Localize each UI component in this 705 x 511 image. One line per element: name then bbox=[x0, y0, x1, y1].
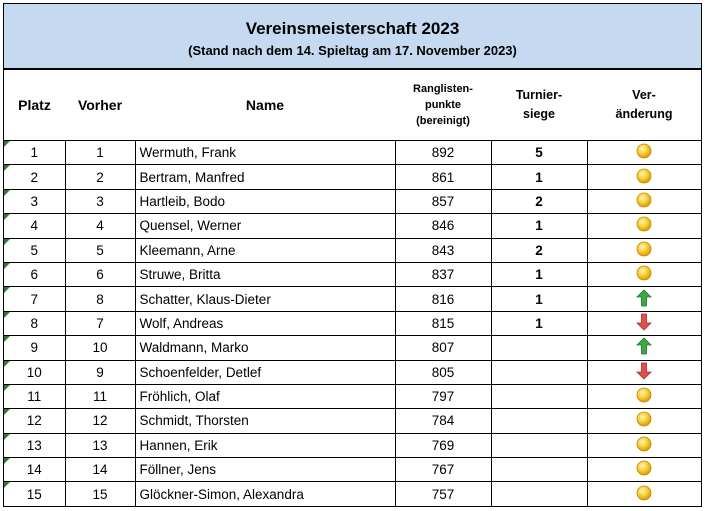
cell-punkte: 815 bbox=[395, 311, 491, 335]
platz-value: 12 bbox=[26, 413, 42, 429]
cell-platz bbox=[4, 336, 65, 360]
platz-value: 9 bbox=[30, 340, 38, 356]
col-change-line2: änderung bbox=[615, 107, 673, 121]
standings-sheet bbox=[3, 3, 702, 507]
indicator-triangle-icon bbox=[4, 434, 10, 440]
cell-siege: 1 bbox=[491, 287, 587, 311]
cell-change bbox=[587, 384, 701, 408]
yellow-circle-icon bbox=[636, 241, 652, 260]
cell-vorher: 11 bbox=[65, 384, 135, 408]
platz-value: 3 bbox=[30, 193, 38, 209]
cell-change bbox=[587, 409, 701, 433]
cell-vorher: 3 bbox=[65, 189, 135, 213]
indicator-triangle-icon bbox=[4, 482, 10, 488]
cell-siege: 1 bbox=[491, 214, 587, 238]
cell-punkte: 843 bbox=[395, 238, 491, 262]
table-row bbox=[4, 287, 701, 311]
platz-value: 2 bbox=[30, 169, 38, 185]
cell-vorher: 6 bbox=[65, 262, 135, 286]
cell-punkte: 757 bbox=[395, 482, 491, 506]
table-row bbox=[4, 311, 701, 335]
col-punkte-line2: punkte bbox=[424, 99, 462, 111]
yellow-circle-icon bbox=[636, 143, 652, 162]
table-row bbox=[4, 409, 701, 433]
cell-change bbox=[587, 336, 701, 360]
cell-siege bbox=[491, 384, 587, 408]
cell-siege bbox=[491, 433, 587, 457]
cell-name: Kleemann, Arne bbox=[135, 238, 395, 262]
platz-value: 4 bbox=[30, 218, 38, 234]
platz-value: 7 bbox=[30, 291, 38, 307]
cell-change bbox=[587, 482, 701, 506]
cell-name: Schoenfelder, Detlef bbox=[135, 360, 395, 384]
indicator-triangle-icon bbox=[4, 165, 10, 171]
cell-punkte: 861 bbox=[395, 165, 491, 189]
cell-platz bbox=[4, 433, 65, 457]
cell-vorher: 1 bbox=[65, 141, 135, 165]
indicator-triangle-icon bbox=[4, 336, 10, 342]
indicator-triangle-icon bbox=[4, 141, 10, 147]
cell-punkte: 769 bbox=[395, 433, 491, 457]
cell-platz bbox=[4, 262, 65, 286]
table-row bbox=[4, 433, 701, 457]
cell-punkte: 807 bbox=[395, 336, 491, 360]
cell-name: Schatter, Klaus-Dieter bbox=[135, 287, 395, 311]
cell-vorher: 8 bbox=[65, 287, 135, 311]
cell-punkte: 892 bbox=[395, 141, 491, 165]
yellow-circle-icon bbox=[636, 460, 652, 479]
cell-name: Struwe, Britta bbox=[135, 262, 395, 286]
platz-value: 14 bbox=[26, 462, 42, 478]
cell-punkte: 857 bbox=[395, 189, 491, 213]
cell-siege: 2 bbox=[491, 189, 587, 213]
cell-name: Glöckner-Simon, Alexandra bbox=[135, 482, 395, 506]
col-punkte-line1: Ranglisten- bbox=[413, 83, 473, 95]
cell-siege: 1 bbox=[491, 165, 587, 189]
cell-siege: 5 bbox=[491, 141, 587, 165]
platz-value: 11 bbox=[27, 389, 42, 405]
cell-change bbox=[587, 360, 701, 384]
table-row bbox=[4, 262, 701, 286]
cell-vorher: 4 bbox=[65, 214, 135, 238]
platz-value: 8 bbox=[30, 315, 38, 331]
cell-vorher: 10 bbox=[65, 336, 135, 360]
platz-value: 13 bbox=[26, 437, 42, 453]
cell-name: Schmidt, Thorsten bbox=[135, 409, 395, 433]
yellow-circle-icon bbox=[636, 216, 652, 235]
cell-vorher: 2 bbox=[65, 165, 135, 189]
red-down-arrow-icon bbox=[636, 313, 652, 334]
cell-vorher: 15 bbox=[65, 482, 135, 506]
cell-vorher: 9 bbox=[65, 360, 135, 384]
cell-change bbox=[587, 238, 701, 262]
table-row bbox=[4, 238, 701, 262]
cell-punkte: 797 bbox=[395, 384, 491, 408]
cell-name: Waldmann, Marko bbox=[135, 336, 395, 360]
page-title: Vereinsmeisterschaft 2023 bbox=[245, 19, 460, 38]
platz-value: 6 bbox=[30, 267, 38, 283]
cell-vorher: 7 bbox=[65, 311, 135, 335]
table-row bbox=[4, 189, 701, 213]
cell-punkte: 805 bbox=[395, 360, 491, 384]
col-vorher: Vorher bbox=[65, 70, 135, 141]
green-up-arrow-icon bbox=[636, 337, 652, 358]
indicator-triangle-icon bbox=[4, 312, 10, 318]
table-row bbox=[4, 360, 701, 384]
cell-platz bbox=[4, 384, 65, 408]
cell-name: Hartleib, Bodo bbox=[135, 189, 395, 213]
table-row bbox=[4, 165, 701, 189]
cell-punkte: 837 bbox=[395, 262, 491, 286]
cell-platz bbox=[4, 214, 65, 238]
col-siege bbox=[491, 70, 587, 141]
green-up-arrow-icon bbox=[636, 289, 652, 310]
cell-platz bbox=[4, 482, 65, 506]
cell-platz bbox=[4, 311, 65, 335]
cell-name: Quensel, Werner bbox=[135, 214, 395, 238]
cell-change bbox=[587, 287, 701, 311]
red-down-arrow-icon bbox=[636, 362, 652, 383]
cell-platz bbox=[4, 458, 65, 482]
cell-name: Wermuth, Frank bbox=[135, 141, 395, 165]
cell-change bbox=[587, 214, 701, 238]
table-row bbox=[4, 458, 701, 482]
col-siege-line2: siege bbox=[523, 107, 555, 121]
platz-value: 5 bbox=[30, 242, 38, 258]
cell-punkte: 767 bbox=[395, 458, 491, 482]
indicator-triangle-icon bbox=[4, 361, 10, 367]
col-name: Name bbox=[135, 70, 395, 141]
cell-platz bbox=[4, 141, 65, 165]
yellow-circle-icon bbox=[636, 265, 652, 284]
col-change bbox=[587, 70, 701, 141]
yellow-circle-icon bbox=[636, 192, 652, 211]
table-row bbox=[4, 214, 701, 238]
page-subtitle: (Stand nach dem 14. Spieltag am 17. November 2023) bbox=[188, 43, 517, 58]
indicator-triangle-icon bbox=[4, 458, 10, 464]
yellow-circle-icon bbox=[636, 411, 652, 430]
table-row bbox=[4, 384, 701, 408]
yellow-circle-icon bbox=[636, 387, 652, 406]
cell-platz bbox=[4, 238, 65, 262]
standings-table bbox=[4, 70, 701, 507]
cell-siege: 2 bbox=[491, 238, 587, 262]
cell-name: Hannen, Erik bbox=[135, 433, 395, 457]
cell-platz bbox=[4, 189, 65, 213]
cell-change bbox=[587, 433, 701, 457]
table-body bbox=[4, 141, 701, 507]
col-siege-line1: Turnier- bbox=[515, 88, 563, 102]
yellow-circle-icon bbox=[636, 168, 652, 187]
indicator-triangle-icon bbox=[4, 409, 10, 415]
title-banner bbox=[4, 4, 701, 70]
platz-value: 10 bbox=[26, 364, 42, 380]
yellow-circle-icon bbox=[636, 436, 652, 455]
table-row bbox=[4, 336, 701, 360]
cell-vorher: 14 bbox=[65, 458, 135, 482]
cell-change bbox=[587, 262, 701, 286]
platz-value: 15 bbox=[26, 486, 42, 502]
cell-platz bbox=[4, 165, 65, 189]
cell-siege bbox=[491, 458, 587, 482]
cell-name: Fröhlich, Olaf bbox=[135, 384, 395, 408]
cell-change bbox=[587, 458, 701, 482]
col-change-line1: Ver- bbox=[632, 88, 656, 102]
cell-siege: 1 bbox=[491, 262, 587, 286]
table-row bbox=[4, 141, 701, 165]
indicator-triangle-icon bbox=[4, 385, 10, 391]
platz-value: 1 bbox=[30, 145, 38, 161]
cell-name: Föllner, Jens bbox=[135, 458, 395, 482]
cell-platz bbox=[4, 360, 65, 384]
cell-name: Bertram, Manfred bbox=[135, 165, 395, 189]
indicator-triangle-icon bbox=[4, 239, 10, 245]
cell-change bbox=[587, 141, 701, 165]
cell-siege bbox=[491, 409, 587, 433]
cell-siege: 1 bbox=[491, 311, 587, 335]
indicator-triangle-icon bbox=[4, 263, 10, 269]
cell-punkte: 846 bbox=[395, 214, 491, 238]
cell-siege bbox=[491, 336, 587, 360]
cell-punkte: 784 bbox=[395, 409, 491, 433]
cell-platz bbox=[4, 409, 65, 433]
indicator-triangle-icon bbox=[4, 190, 10, 196]
cell-change bbox=[587, 165, 701, 189]
indicator-triangle-icon bbox=[4, 287, 10, 293]
cell-name: Wolf, Andreas bbox=[135, 311, 395, 335]
yellow-circle-icon bbox=[636, 485, 652, 504]
cell-punkte: 816 bbox=[395, 287, 491, 311]
cell-siege bbox=[491, 482, 587, 506]
cell-siege bbox=[491, 360, 587, 384]
header-row bbox=[4, 70, 701, 141]
table-row bbox=[4, 482, 701, 506]
cell-vorher: 5 bbox=[65, 238, 135, 262]
cell-change bbox=[587, 311, 701, 335]
col-punkte bbox=[395, 70, 491, 141]
col-punkte-line3: (bereinigt) bbox=[416, 115, 470, 127]
cell-vorher: 12 bbox=[65, 409, 135, 433]
cell-vorher: 13 bbox=[65, 433, 135, 457]
cell-platz bbox=[4, 287, 65, 311]
cell-change bbox=[587, 189, 701, 213]
indicator-triangle-icon bbox=[4, 214, 10, 220]
col-platz: Platz bbox=[4, 70, 65, 141]
